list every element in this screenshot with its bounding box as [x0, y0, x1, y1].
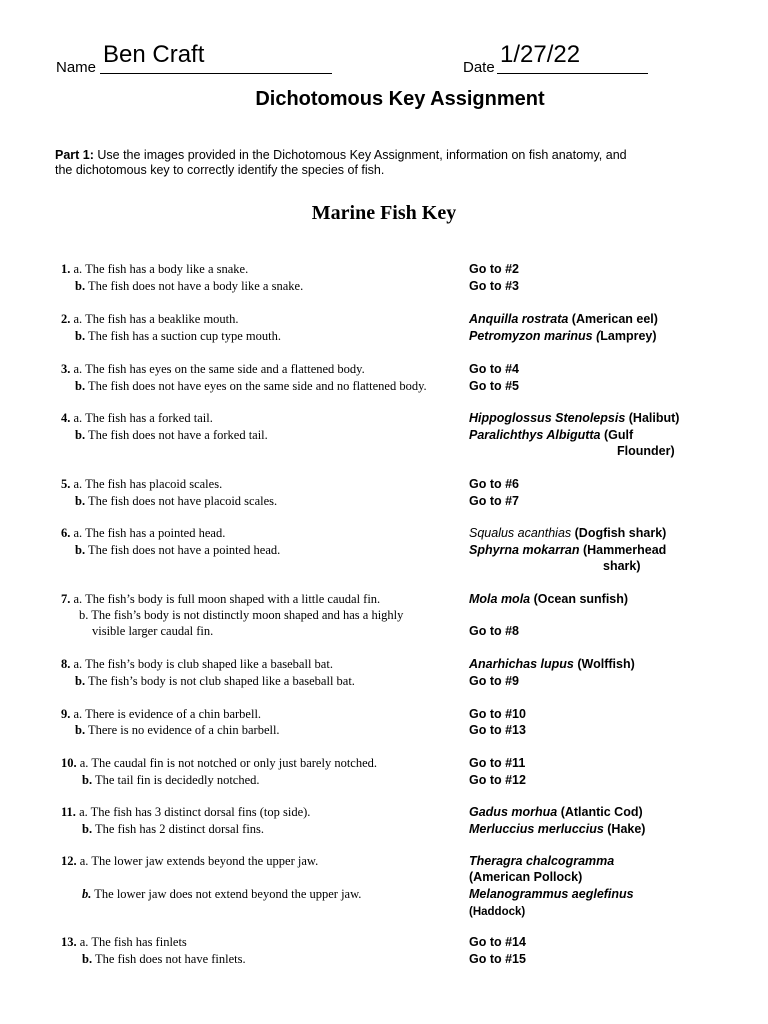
q3-b-answer: Go to #5: [469, 379, 520, 393]
q9-a: 9. a. There is evidence of a chin barbell.: [61, 707, 262, 721]
q7-a-answer: Mola mola (Ocean sunfish): [469, 592, 629, 606]
q8-b: b. The fish’s body is not club shaped like a baseball bat.: [75, 674, 355, 688]
q12-b-answer-common: (Haddock): [469, 906, 526, 918]
q7-b-answer: Go to #8: [469, 624, 520, 638]
q5-a-answer: Go to #6: [469, 477, 520, 491]
q2-b: b. The fish has a suction cup type mouth.: [75, 329, 281, 343]
q10-a-answer: Go to #11: [469, 756, 526, 770]
q6-b: b. The fish does not have a pointed head.: [75, 543, 281, 557]
q4-a: 4. a. The fish has a forked tail.: [61, 411, 213, 425]
q12-a-answer: Theragra chalcogramma: [469, 854, 615, 868]
q1-b-answer: Go to #3: [469, 279, 520, 293]
q3-b: b. The fish does not have eyes on the same side and no flattened body.: [75, 379, 427, 393]
q12-a: 12. a. The lower jaw extends beyond the upper jaw.: [61, 854, 319, 868]
key-title: Marine Fish Key: [311, 202, 457, 224]
q13-b: b. The fish does not have finlets.: [82, 952, 246, 966]
q5-a: 5. a. The fish has placoid scales.: [61, 477, 223, 491]
q6-b-answer: Sphyrna mokarran (Hammerhead: [469, 543, 667, 557]
q12-b-answer: Melanogrammus aeglefinus: [469, 887, 634, 901]
q8-a: 8. a. The fish’s body is club shaped like a baseball bat.: [61, 657, 333, 671]
q1-a: 1. a. The fish has a body like a snake.: [61, 262, 249, 276]
q10-b-answer: Go to #12: [469, 773, 526, 787]
q7-a: 7. a. The fish’s body is full moon shaped with a little caudal fin.: [61, 592, 381, 606]
q8-b-answer: Go to #9: [469, 674, 520, 688]
q5-b-answer: Go to #7: [469, 494, 520, 508]
date-underline: [497, 73, 648, 74]
date-label: Date: [463, 59, 495, 76]
q1-b: b. The fish does not have a body like a snake.: [75, 279, 304, 293]
q8-a-answer: Anarhichas lupus (Wolffish): [469, 657, 635, 671]
q10-a: 10. a. The caudal fin is not notched or only just barely notched.: [61, 756, 378, 770]
q13-a: 13. a. The fish has finlets: [61, 935, 187, 949]
q1-a-answer: Go to #2: [469, 262, 520, 276]
q2-a-answer: Anquilla rostrata (American eel): [469, 312, 658, 326]
q9-a-answer: Go to #10: [469, 707, 526, 721]
q9-b-answer: Go to #13: [469, 723, 526, 737]
name-value: Ben Craft: [103, 41, 205, 68]
q5-b: b. The fish does not have placoid scales.: [75, 494, 278, 508]
q3-a: 3. a. The fish has eyes on the same side and a flattened body.: [61, 362, 365, 376]
date-value: 1/27/22: [500, 41, 581, 68]
q9-b: b. There is no evidence of a chin barbell.: [75, 723, 280, 737]
part1-label: Part 1:: [55, 148, 94, 162]
name-label: Name: [56, 59, 97, 76]
q2-b-answer: Petromyzon marinus (Lamprey): [469, 329, 657, 343]
q11-a: 11. a. The fish has 3 distinct dorsal fins (top side).: [61, 805, 311, 819]
q11-b-answer: Merluccius merluccius (Hake): [469, 822, 646, 836]
part1-line1: Part 1: Use the images provided in the Dichotomous Key Assignment, information on fish anatomy, and: [55, 148, 627, 162]
q4-b: b. The fish does not have a forked tail.: [75, 428, 268, 442]
q4-b-answer: Paralichthys Albigutta (Gulf: [469, 428, 634, 442]
q10-b: b. The tail fin is decidedly notched.: [82, 773, 260, 787]
q2-a: 2. a. The fish has a beaklike mouth.: [61, 312, 239, 326]
q13-b-answer: Go to #15: [469, 952, 526, 966]
q7-b-cont: visible larger caudal fin.: [92, 624, 214, 638]
page-title: Dichotomous Key Assignment: [255, 88, 545, 110]
q7-b: b. The fish’s body is not distinctly moon shaped and has a highly: [79, 608, 404, 622]
q6-b-answer-cont: shark): [603, 559, 641, 573]
part1-line2: the dichotomous key to correctly identify the species of fish.: [55, 163, 385, 177]
q11-a-answer: Gadus morhua (Atlantic Cod): [469, 805, 643, 819]
q4-a-answer: Hippoglossus Stenolepsis (Halibut): [469, 411, 680, 425]
q3-a-answer: Go to #4: [469, 362, 520, 376]
q6-a: 6. a. The fish has a pointed head.: [61, 526, 226, 540]
q6-a-answer: Squalus acanthias (Dogfish shark): [469, 526, 667, 540]
q12-a-answer-common: (American Pollock): [469, 870, 583, 884]
q13-a-answer: Go to #14: [469, 935, 526, 949]
name-underline: [100, 73, 332, 74]
q12-b: b. The lower jaw does not extend beyond the upper jaw.: [82, 887, 362, 901]
q4-b-answer-cont: Flounder): [617, 444, 675, 458]
q11-b: b. The fish has 2 distinct dorsal fins.: [82, 822, 265, 836]
